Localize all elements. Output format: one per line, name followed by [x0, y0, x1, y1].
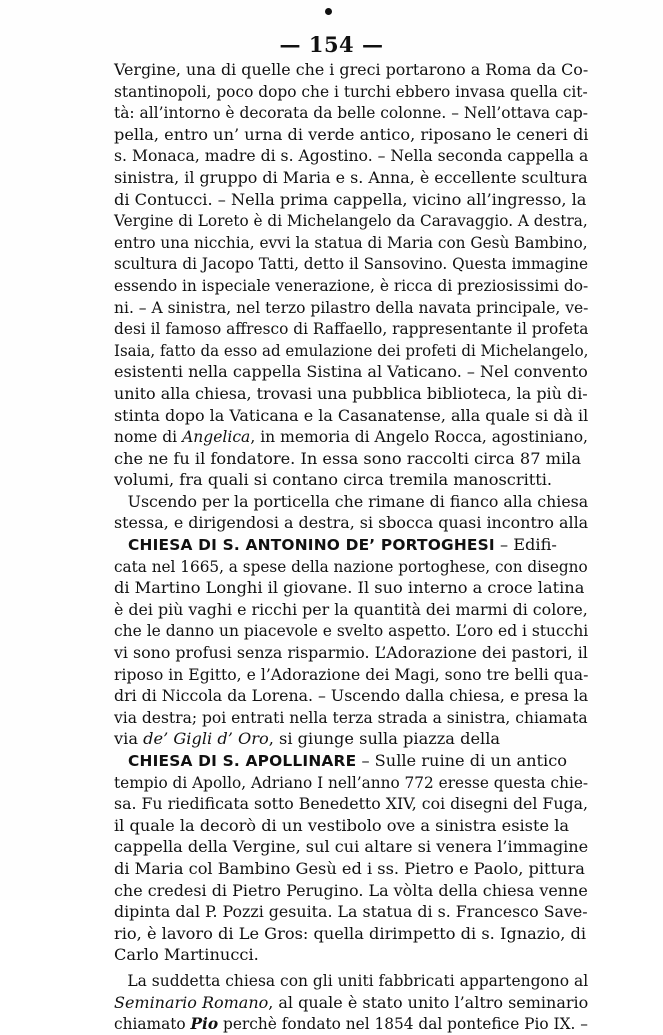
- line-text: cappella della Vergine, sul cui altare si venera l’immagine: [114, 837, 589, 857]
- line-text: è dei più vaghi e ricchi per la quantità dei marmi di colore,: [114, 599, 588, 619]
- text-line: [114, 923, 588, 945]
- text-line: [114, 1013, 588, 1035]
- line-text: sa. Fu riedificata sotto Benedetto XIV, coi disegni del Fuga,: [114, 794, 588, 814]
- line-text: sinistra, il gruppo di Maria e s. Anna, è eccellente scultura: [114, 167, 588, 187]
- text-line: [114, 556, 588, 578]
- text-line: [114, 599, 588, 621]
- text-line: [114, 512, 589, 534]
- text-line: [114, 448, 588, 470]
- text-line: [114, 815, 588, 837]
- text-line: [114, 534, 588, 556]
- line-text: La suddetta chiesa con gli uniti fabbricati appartengono al: [127, 970, 589, 990]
- text-line: [114, 81, 588, 103]
- text-line: [114, 426, 588, 448]
- text-line: [114, 167, 588, 189]
- text-line: [114, 318, 589, 340]
- line-text: – Edifi-: [494, 535, 557, 555]
- text-line: [114, 102, 588, 124]
- line-text: stantinopoli, poco dopo che i turchi ebbero invasa quella cit-: [114, 81, 588, 101]
- line-text: rio, è lavoro di Le Gros: quella dirimpetto di s. Ignazio, di: [114, 923, 587, 943]
- line-text: stinta dopo la Vaticana e la Casanatense, alla quale si dà il: [114, 405, 589, 425]
- line-text: desi il famoso affresco di Raffaello, rappresentante il profeta: [114, 319, 589, 339]
- line-text: di Martino Longhi il giovane. Il suo interno a croce latina: [114, 578, 585, 598]
- text-line: [114, 124, 587, 146]
- line-text: cata nel 1665, a spese della nazione portoghese, con disegno: [114, 556, 588, 576]
- line-text: dri di Niccola da Lorena. – Uscendo dalla chiesa, e presa la: [114, 686, 589, 706]
- line-text: di Maria col Bambino Gesù ed i ss. Pietro e Paolo, pittura: [114, 858, 585, 878]
- line-text: che ne fu il fondatore. In essa sono raccolti circa 87 mila: [114, 448, 582, 468]
- emphasis-text: Pio: [190, 1014, 219, 1034]
- text-line: [114, 793, 588, 815]
- text-line: [114, 944, 588, 966]
- text-line: [114, 970, 589, 992]
- line-text: chiamato: [114, 1014, 191, 1034]
- line-text: tà: all’intorno è decorata da belle colonne. – Nell’ottava cap-: [114, 103, 588, 123]
- text-line: [114, 383, 588, 405]
- line-text: s. Monaca, madre di s. Agostino. – Nella seconda cappella a: [114, 146, 589, 166]
- text-line: [114, 642, 588, 664]
- text-line: [114, 858, 588, 880]
- text-line: [114, 620, 589, 642]
- line-text: pella, entro un’ urna di verde antico, riposano le ceneri di: [114, 124, 589, 144]
- line-text: Vergine di Loreto è di Michelangelo da Caravaggio. A destra,: [114, 211, 588, 231]
- emphasis-text: Angelica: [182, 427, 251, 447]
- text-line: [114, 340, 589, 362]
- line-text: via destra; poi entrati nella terza strada a sinistra, chiamata: [114, 707, 588, 727]
- line-text: scultura di Jacopo Tatti, detto il Sansovino. Questa immagine: [114, 254, 589, 274]
- line-text: via: [114, 729, 144, 749]
- line-text: che le danno un piacevole e svelto aspetto. L’oro ed i stucchi: [114, 621, 589, 641]
- text-line: [114, 577, 588, 599]
- text-line: [114, 491, 589, 513]
- line-text: che credesi di Pietro Perugino. La vòlta della chiesa venne: [114, 880, 588, 900]
- line-text: il quale la decorò di un vestibolo ove a sinistra esiste la: [114, 815, 570, 835]
- line-text: volumi, fra quali si contano circa tremila manoscritti.: [114, 470, 553, 490]
- text-line: [114, 253, 589, 275]
- line-text: ni. – A sinistra, nel terzo pilastro della navata principale, ve-: [114, 297, 589, 317]
- line-text: nome di: [114, 427, 183, 447]
- text-line: [114, 297, 589, 319]
- line-text: dipinta dal P. Pozzi gesuita. La statua di s. Francesco Save-: [114, 902, 588, 922]
- line-text: riposo in Egitto, e l’Adorazione dei Magi, sono tre belli qua-: [114, 664, 589, 684]
- line-text: Isaia, fatto da esso ad emulazione dei profeti di Michelangelo,: [114, 340, 589, 360]
- line-text: stessa, e dirigendosi a destra, si sbocca quasi incontro alla: [114, 513, 589, 533]
- text-line: [114, 707, 588, 729]
- text-line: [114, 664, 589, 686]
- line-text: , si giunge sulla piazza della: [268, 729, 501, 749]
- text-line: [114, 772, 589, 794]
- line-text: tempio di Apollo, Adriano I nell’anno 772 eresse questa chie-: [114, 772, 589, 792]
- text-line: [114, 992, 589, 1014]
- emphasis-text: de’ Gigli d’ Oro: [143, 729, 269, 749]
- church-heading: CHIESA DI S. ANTONINO DE’ PORTOGHESI: [128, 536, 495, 555]
- text-line: [114, 405, 589, 427]
- line-text: essendo in ispeciale venerazione, è ricca di preziosissimi do-: [114, 275, 589, 295]
- text-line: [114, 880, 588, 902]
- text-line: [114, 232, 588, 254]
- text-line: [114, 750, 588, 772]
- text-line: [114, 145, 589, 167]
- text-line: [114, 59, 589, 81]
- text-line: [114, 901, 588, 923]
- line-text: Vergine, una di quelle che i greci portarono a Roma da Co-: [114, 60, 589, 79]
- line-text: , al quale è stato unito l’altro seminario: [268, 992, 589, 1012]
- line-text: unito alla chiesa, trovasi una pubblica biblioteca, la più di-: [114, 383, 588, 403]
- text-line: [114, 469, 588, 491]
- text-line: [114, 210, 588, 232]
- text-body: [114, 59, 588, 1035]
- line-text: vi sono profusi senza risparmio. L’Adorazione dei pastori, il: [114, 643, 588, 663]
- text-line: [114, 361, 588, 383]
- line-text: esistenti nella cappella Sistina al Vaticano. – Nel convento: [114, 362, 588, 382]
- line-text: perchè fondato nel 1854 dal pontefice Pio IX. –: [218, 1014, 588, 1034]
- text-line: [114, 685, 589, 707]
- church-heading: CHIESA DI S. APOLLINARE: [128, 752, 357, 770]
- emphasis-text: Seminario Romano: [114, 992, 269, 1012]
- line-text: entro una nicchia, evvi la statua di Maria con Gesù Bambino,: [114, 232, 588, 252]
- ink-dot-mark: [325, 8, 332, 15]
- line-text: , in memoria di Angelo Rocca, agostiniano,: [250, 427, 588, 447]
- page-number: — 154 —: [279, 32, 384, 57]
- text-line: [114, 189, 588, 211]
- line-text: di Contucci. – Nella prima cappella, vicino all’ingresso, la: [114, 189, 587, 209]
- line-text: – Sulle ruine di un antico: [356, 751, 568, 770]
- text-line: [114, 836, 589, 858]
- line-text: Uscendo per la porticella che rimane di fianco alla chiesa: [127, 491, 589, 511]
- text-line: [114, 275, 589, 297]
- line-text: Carlo Martinucci.: [114, 945, 259, 965]
- text-line: [114, 728, 588, 750]
